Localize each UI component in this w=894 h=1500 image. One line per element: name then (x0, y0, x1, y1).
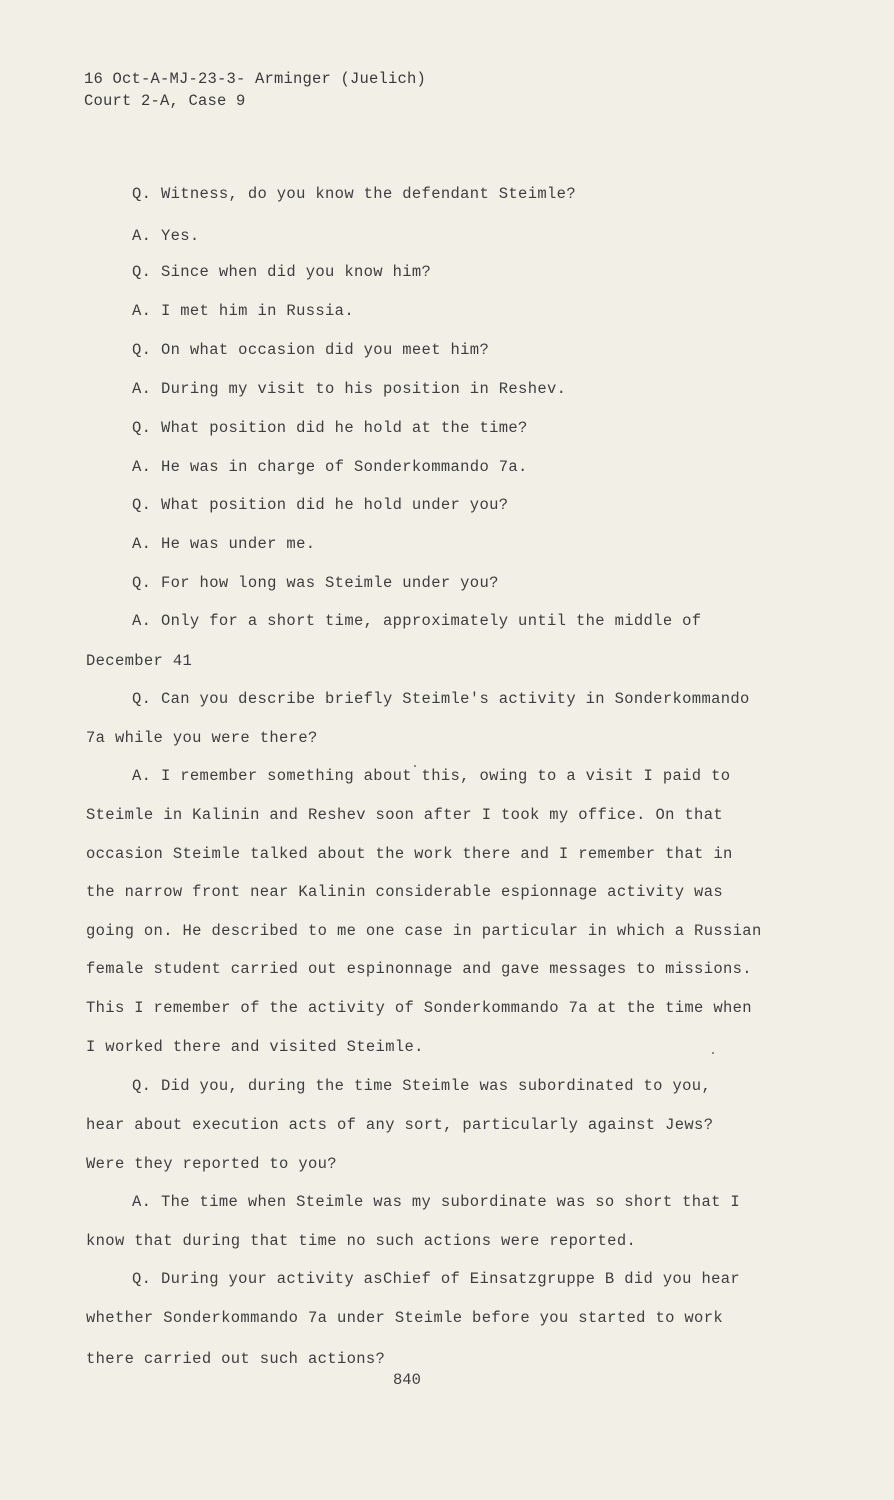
transcript-line: Steimle in Kalinin and Reshev soon after I took my office. On that (86, 806, 723, 824)
transcript-line: Q. Witness, do you know the defendant Steimle? (132, 185, 576, 203)
case-reference: 16 Oct-A-MJ-23-3- Arminger (Juelich) (84, 70, 427, 88)
transcript-line: know that during that time no such actions were reported. (86, 1232, 637, 1250)
transcript-line: This I remember of the activity of Sonderkommando 7a at the time when (86, 999, 752, 1017)
transcript-line: Q. Did you, during the time Steimle was subordinated to you, (132, 1077, 712, 1095)
page-number: 840 (393, 1371, 421, 1389)
transcript-line: December 41 (86, 652, 193, 670)
transcript-line: female student carried out espinonnage and gave messages to missions. (86, 960, 752, 978)
transcript-line: Q. Can you describe briefly Steimle's activity in Sonderkommando (132, 690, 750, 708)
transcript-line: the narrow front near Kalinin considerable espionnage activity was (86, 883, 723, 901)
transcript-line: Q. For how long was Steimle under you? (132, 574, 499, 592)
transcript-line: A. Only for a short time, approximately until the middle of (132, 612, 702, 630)
ink-speck (712, 1052, 714, 1054)
transcript-line: A. He was in charge of Sonderkommando 7a. (132, 458, 528, 476)
transcript-line: there carried out such actions? (86, 1350, 386, 1368)
transcript-line: A. The time when Steimle was my subordinate was so short that I (132, 1193, 741, 1211)
transcript-line: hear about execution acts of any sort, particularly against Jews? (86, 1116, 714, 1134)
transcript-line: occasion Steimle talked about the work there and I remember that in (86, 845, 733, 863)
transcript-line: Were they reported to you? (86, 1155, 337, 1173)
transcript-line: A. He was under me. (132, 535, 316, 553)
ink-speck (414, 765, 416, 767)
transcript-line: Q. On what occasion did you meet him? (132, 341, 490, 359)
transcript-line: A. Yes. (132, 227, 200, 245)
transcript-line: whether Sonderkommando 7a under Steimle before you started to work (86, 1309, 723, 1327)
transcript-line: Q. During your activity asChief of Einsatzgruppe B did you hear (132, 1270, 741, 1288)
transcript-line: Q. Since when did you know him? (132, 263, 432, 281)
court-case: Court 2-A, Case 9 (84, 92, 246, 110)
transcript-line: A. I remember something about this, owing to a visit I paid to (132, 767, 731, 785)
document-header (84, 68, 426, 112)
transcript-line: going on. He described to me one case in particular in which a Russian (86, 922, 762, 940)
transcript-line: I worked there and visited Steimle. (86, 1038, 424, 1056)
transcript-line: A. During my visit to his position in Reshev. (132, 380, 567, 398)
transcript-line: A. I met him in Russia. (132, 302, 354, 320)
transcript-line: Q. What position did he hold under you? (132, 496, 509, 514)
transcript-line: Q. What position did he hold at the time? (132, 419, 528, 437)
transcript-line: 7a while you were there? (86, 729, 318, 747)
